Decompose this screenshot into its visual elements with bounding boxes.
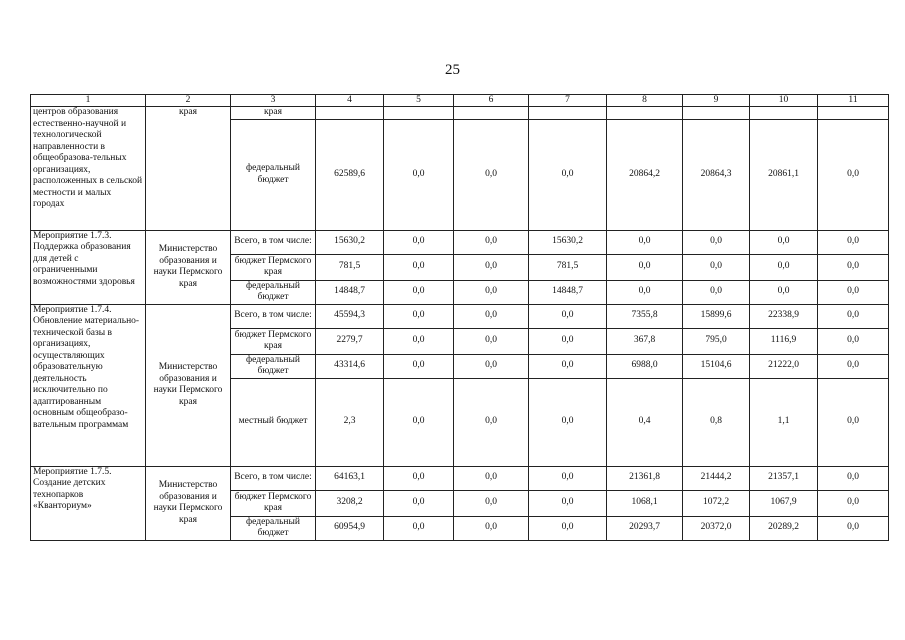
value-cell: 0,0: [384, 466, 454, 490]
executor: Министерство образования и науки Пермского края: [146, 230, 231, 304]
value-cell: [316, 107, 384, 120]
funding-source: федеральный бюджет: [231, 354, 316, 378]
value-cell: 0,0: [454, 254, 529, 280]
measure-name: Мероприятие 1.7.4. Обновление материально-технической базы в организациях, осуществляющих образовательную деятельность исключительно по адаптированным основным общеобразо-вательным программам: [31, 304, 146, 466]
table-row: [31, 107, 889, 120]
value-cell: 0,0: [384, 119, 454, 230]
funding-source: бюджет Пермского края: [231, 328, 316, 354]
value-cell: 0,0: [529, 354, 607, 378]
header-cell: 7: [529, 95, 607, 107]
value-cell: 2,3: [316, 378, 384, 466]
executor: Министерство образования и науки Пермского края: [146, 304, 231, 466]
value-cell: 45594,3: [316, 304, 384, 328]
value-cell: 20864,3: [683, 119, 750, 230]
value-cell: [529, 107, 607, 120]
value-cell: 0,0: [818, 328, 889, 354]
executor: края: [146, 107, 231, 231]
value-cell: 795,0: [683, 328, 750, 354]
value-cell: 6988,0: [607, 354, 683, 378]
value-cell: 0,0: [607, 254, 683, 280]
value-cell: 0,0: [683, 254, 750, 280]
value-cell: 0,0: [384, 354, 454, 378]
funding-source: Всего, в том числе:: [231, 230, 316, 254]
value-cell: 0,0: [454, 328, 529, 354]
value-cell: 781,5: [316, 254, 384, 280]
value-cell: 20864,2: [607, 119, 683, 230]
value-cell: 0,0: [683, 280, 750, 304]
value-cell: 0,0: [454, 516, 529, 540]
value-cell: 0,0: [529, 378, 607, 466]
header-cell: 2: [146, 95, 231, 107]
header-cell: 10: [750, 95, 818, 107]
page-number: 25: [445, 62, 460, 78]
executor: Министерство образования и науки Пермского края: [146, 466, 231, 540]
header-cell: 6: [454, 95, 529, 107]
value-cell: 0,0: [750, 280, 818, 304]
value-cell: 0,0: [384, 230, 454, 254]
funding-source: федеральный бюджет: [231, 119, 316, 230]
value-cell: 22338,9: [750, 304, 818, 328]
value-cell: 0,0: [683, 230, 750, 254]
value-cell: 0,8: [683, 378, 750, 466]
value-cell: 0,0: [818, 354, 889, 378]
funding-source: края: [231, 107, 316, 120]
value-cell: 0,0: [529, 490, 607, 516]
header-cell: 4: [316, 95, 384, 107]
value-cell: [750, 107, 818, 120]
value-cell: 7355,8: [607, 304, 683, 328]
funding-source: Всего, в том числе:: [231, 304, 316, 328]
value-cell: 0,0: [607, 280, 683, 304]
value-cell: 21444,2: [683, 466, 750, 490]
value-cell: 0,0: [384, 516, 454, 540]
value-cell: 0,0: [607, 230, 683, 254]
value-cell: 15899,6: [683, 304, 750, 328]
value-cell: 1072,2: [683, 490, 750, 516]
value-cell: 2279,7: [316, 328, 384, 354]
value-cell: 43314,6: [316, 354, 384, 378]
value-cell: 3208,2: [316, 490, 384, 516]
funding-source: Всего, в том числе:: [231, 466, 316, 490]
value-cell: 0,0: [454, 354, 529, 378]
value-cell: 0,0: [750, 254, 818, 280]
value-cell: 0,0: [818, 466, 889, 490]
header-cell: 5: [384, 95, 454, 107]
value-cell: 21361,8: [607, 466, 683, 490]
funding-source: федеральный бюджет: [231, 280, 316, 304]
value-cell: 0,0: [529, 328, 607, 354]
value-cell: 1068,1: [607, 490, 683, 516]
value-cell: [683, 107, 750, 120]
value-cell: 0,0: [750, 230, 818, 254]
value-cell: 0,0: [384, 280, 454, 304]
table-row: [31, 230, 889, 254]
value-cell: 1,1: [750, 378, 818, 466]
value-cell: 0,0: [454, 490, 529, 516]
funding-source: местный бюджет: [231, 378, 316, 466]
value-cell: 15630,2: [529, 230, 607, 254]
value-cell: 0,0: [818, 378, 889, 466]
value-cell: 0,0: [454, 230, 529, 254]
value-cell: 0,0: [818, 280, 889, 304]
value-cell: 0,0: [454, 280, 529, 304]
value-cell: 0,0: [529, 119, 607, 230]
value-cell: 60954,9: [316, 516, 384, 540]
budget-table: [30, 94, 889, 541]
header-cell: 1: [31, 95, 146, 107]
value-cell: 0,0: [529, 466, 607, 490]
value-cell: 0,0: [384, 378, 454, 466]
measure-name: Мероприятие 1.7.5. Создание детских технопарков «Кванториум»: [31, 466, 146, 540]
value-cell: 1116,9: [750, 328, 818, 354]
value-cell: 0,4: [607, 378, 683, 466]
value-cell: 0,0: [384, 304, 454, 328]
value-cell: 20861,1: [750, 119, 818, 230]
value-cell: 0,0: [384, 254, 454, 280]
header-row: [31, 95, 889, 107]
funding-source: федеральный бюджет: [231, 516, 316, 540]
funding-source: бюджет Пермского края: [231, 490, 316, 516]
value-cell: 15630,2: [316, 230, 384, 254]
header-cell: 11: [818, 95, 889, 107]
value-cell: 0,0: [454, 378, 529, 466]
value-cell: 15104,6: [683, 354, 750, 378]
value-cell: 0,0: [818, 490, 889, 516]
funding-source: бюджет Пермского края: [231, 254, 316, 280]
value-cell: [818, 107, 889, 120]
header-cell: 8: [607, 95, 683, 107]
value-cell: 0,0: [818, 119, 889, 230]
value-cell: 0,0: [384, 490, 454, 516]
value-cell: 21222,0: [750, 354, 818, 378]
value-cell: 14848,7: [529, 280, 607, 304]
value-cell: 0,0: [529, 516, 607, 540]
value-cell: 0,0: [454, 304, 529, 328]
value-cell: 0,0: [454, 119, 529, 230]
value-cell: 0,0: [818, 516, 889, 540]
value-cell: 367,8: [607, 328, 683, 354]
measure-name: Мероприятие 1.7.3. Поддержка образования для детей с ограниченными возможностями здоровья: [31, 230, 146, 304]
value-cell: 781,5: [529, 254, 607, 280]
value-cell: [607, 107, 683, 120]
header-cell: 3: [231, 95, 316, 107]
value-cell: 20289,2: [750, 516, 818, 540]
value-cell: 14848,7: [316, 280, 384, 304]
value-cell: 0,0: [818, 254, 889, 280]
value-cell: 20293,7: [607, 516, 683, 540]
value-cell: 0,0: [818, 230, 889, 254]
table-row: [31, 466, 889, 490]
value-cell: 0,0: [454, 466, 529, 490]
value-cell: 62589,6: [316, 119, 384, 230]
value-cell: 0,0: [818, 304, 889, 328]
value-cell: [454, 107, 529, 120]
header-cell: 9: [683, 95, 750, 107]
value-cell: 0,0: [529, 304, 607, 328]
value-cell: [384, 107, 454, 120]
value-cell: 1067,9: [750, 490, 818, 516]
value-cell: 20372,0: [683, 516, 750, 540]
value-cell: 21357,1: [750, 466, 818, 490]
value-cell: 0,0: [384, 328, 454, 354]
table-row: [31, 304, 889, 328]
measure-name: центров образования естественно-научной и технологической направленности в общеобразова-тельных организациях, расположенных в сельской местности и малых городах: [31, 107, 146, 231]
value-cell: 64163,1: [316, 466, 384, 490]
